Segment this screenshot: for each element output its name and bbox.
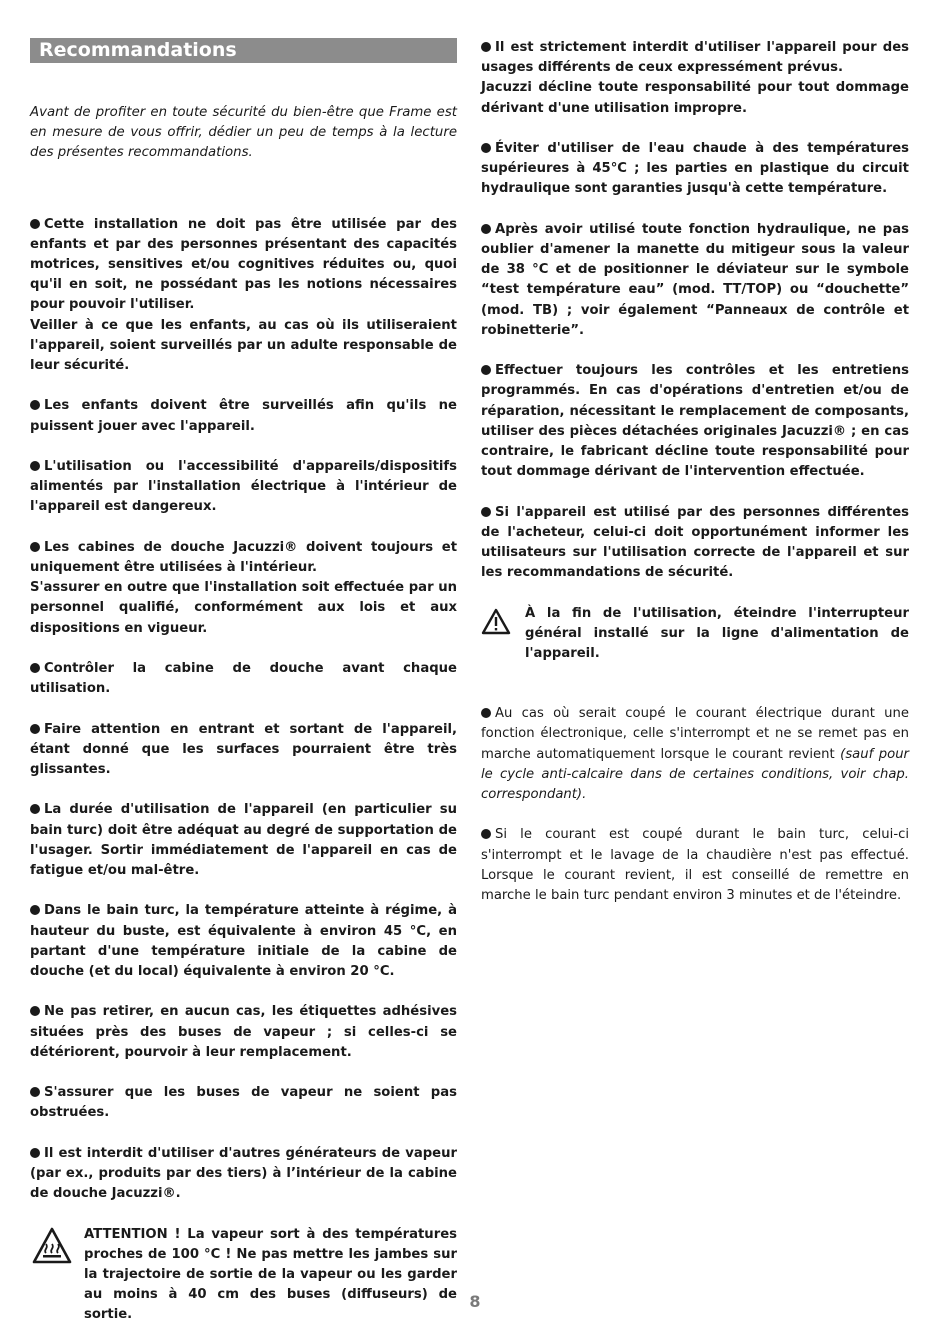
item-text: S'assurer que les buses de vapeur ne soient pas obstruées. (30, 1085, 457, 1121)
bullet-icon (30, 542, 40, 552)
item-extra: Jacuzzi décline toute responsabilité pour tout dommage dérivant d'une utilisation impropre. (481, 80, 909, 116)
warning-triangle-icon (481, 608, 511, 639)
bullet-icon (481, 143, 491, 153)
item-text: Contrôler la cabine de douche avant chaque utilisation. (30, 661, 457, 697)
list-item (481, 503, 909, 584)
bullet-icon (30, 400, 40, 410)
item-text: Si le courant est coupé durant le bain turc, celui-ci s'interrompt et le lavage de la chaudière n'est pas effectué. Lorsque le courant revient, il est conseillé de remettre en marche le bain turc pendant environ 3 minutes et de l'éteindre. (481, 827, 909, 904)
bullet-icon (481, 708, 491, 718)
list-item (30, 1144, 457, 1205)
item-text: L'utilisation ou l'accessibilité d'appareils/dispositifs alimentés par l'installation électrique à l'intérieur de l'appareil est dangereux. (30, 459, 457, 515)
list-item (481, 220, 909, 341)
list-item (481, 139, 909, 200)
intro-text: Avant de profiter en toute sécurité du bien-être que Frame est en mesure de vous offrir, dédier un peu de temps à la lecture des présentes recommandations. (30, 105, 457, 161)
item-text: Après avoir utilisé toute fonction hydraulique, ne pas oublier d'amener la manette du mitigeur sous la valeur de 38 °C et de positionner le déviateur sur le symbole “test température eau” (mod. TT/TOP) ou “douchette” (mod. TB) ; voir également “Panneaux de contrôle et robinetterie”. (481, 221, 909, 338)
list-item (30, 457, 457, 518)
item-text: Faire attention en entrant et sortant de l'appareil, étant donné que les surfaces pourraient être très glissantes. (30, 721, 457, 778)
left-column (30, 38, 457, 1326)
power-off-warning (481, 604, 909, 665)
item-text: Ne pas retirer, en aucun cas, les étiquettes adhésives situées près des buses de vapeur ; si celles-ci se détériorent, pourvoir à leur remplacement. (30, 1004, 457, 1060)
item-text: Éviter d'utiliser de l'eau chaude à des températures supérieures à 45°C ; les parties en plastique du circuit hydraulique sont garanties jusqu'à cette température. (481, 141, 909, 197)
list-item (30, 800, 457, 881)
warning-text: À la fin de l'utilisation, éteindre l'interrupteur général installé sur la ligne d'alimentation de l'appareil. (525, 605, 909, 662)
page-number: 8 (469, 1292, 481, 1311)
section-title: Recommandations (30, 38, 457, 63)
bullet-icon (30, 219, 40, 229)
bullet-icon (481, 829, 491, 839)
bullet-icon (30, 905, 40, 915)
bullet-icon (481, 42, 491, 52)
list-item (481, 38, 909, 119)
item-text: Dans le bain turc, la température atteinte à régime, à hauteur du buste, est équivalente à environ 45 °C, en partant d'une température initiale de la cabine de douche (et du local) équivalente à environ 20 °C. (30, 903, 457, 980)
bullet-icon (30, 461, 40, 471)
bullet-icon (30, 724, 40, 734)
warning-text: ATTENTION ! La vapeur sort à des températures proches de 100 °C ! Ne pas mettre les jambes sur la trajectoire de sortie de la vapeur ou les garder au moins à 40 cm des buses (diffuseurs) de sortie. (84, 1226, 457, 1323)
item-text: Si l'appareil est utilisé par des personnes différentes de l'acheteur, celui-ci doit opportunément informer les utilisateurs sur l'utilisation correcte de l'appareil et sur les recommandations de sécurité. (481, 504, 909, 581)
list-item (481, 361, 909, 482)
item-text: Il est interdit d'utiliser d'autres générateurs de vapeur (par ex., produits par des tiers) à l’intérieur de la cabine de douche Jacuzzi®. (30, 1145, 457, 1202)
list-item (481, 704, 909, 805)
item-extra: Veiller à ce que les enfants, au cas où ils utiliseraient l'appareil, soient surveillés par un adulte responsable de leur sécurité. (30, 317, 457, 374)
bullet-icon (30, 1006, 40, 1016)
list-item (30, 538, 457, 639)
list-item (30, 1083, 457, 1123)
bullet-icon (481, 365, 491, 375)
item-extra: S'assurer en outre que l'installation soit effectuée par un personnel qualifié, conformément aux lois et aux dispositions en vigueur. (30, 580, 457, 636)
bullet-icon (30, 663, 40, 673)
list-item (481, 825, 909, 906)
list-item (30, 659, 457, 699)
list-item (30, 901, 457, 982)
list-item (30, 1002, 457, 1063)
hot-surface-warning-icon (32, 1227, 72, 1269)
list-item (30, 720, 457, 781)
bullet-icon (30, 1148, 40, 1158)
item-text: Cette installation ne doit pas être utilisée par des enfants et par des personnes présentant des capacités motrices, sensitives et/ou cognitives réduites ou, quoi qu'il en soit, ne possédant pas les notions nécessaires pour pouvoir l'utiliser. (30, 216, 457, 313)
item-text: Les enfants doivent être surveillés afin qu'ils ne puissent jouer avec l'appareil. (30, 398, 457, 434)
right-column (481, 38, 909, 926)
bullet-icon (481, 224, 491, 234)
bullet-icon (30, 1087, 40, 1097)
bullet-icon (30, 804, 40, 814)
item-text: Il est strictement interdit d'utiliser l'appareil pour des usages différents de ceux expressément prévus. (481, 40, 909, 76)
list-item (30, 396, 457, 436)
item-text: La durée d'utilisation de l'appareil (en particulier su bain turc) doit être adéquat au degré de supportation de l'usager. Sortir immédiatement de l'appareil en cas de fatigue et/ou mal-être. (30, 802, 457, 879)
item-text: Au cas où serait coupé le courant électrique durant une fonction électronique, celle s'interrompt et ne se remet pas en marche automatiquement lorsque le courant revient (481, 706, 909, 762)
list-item (30, 215, 457, 377)
item-text: Les cabines de douche Jacuzzi® doivent toujours et uniquement être utilisées à l'intérieur. (30, 539, 457, 576)
item-text: Effectuer toujours les contrôles et les entretiens programmés. En cas d'opérations d'entretien et/ou de réparation, nécessitant le remplacement de composants, utiliser des pièces détachées originales Jacuzzi® ; en cas contraire, le fabricant décline toute responsabilité pour tout dommage dérivant de l'intervention effectuée. (481, 363, 909, 480)
item-italic-note: (sauf pour le cycle anti-calcaire dans de certaines conditions, voir chap. correspondant). (481, 746, 909, 803)
bullet-icon (481, 507, 491, 517)
